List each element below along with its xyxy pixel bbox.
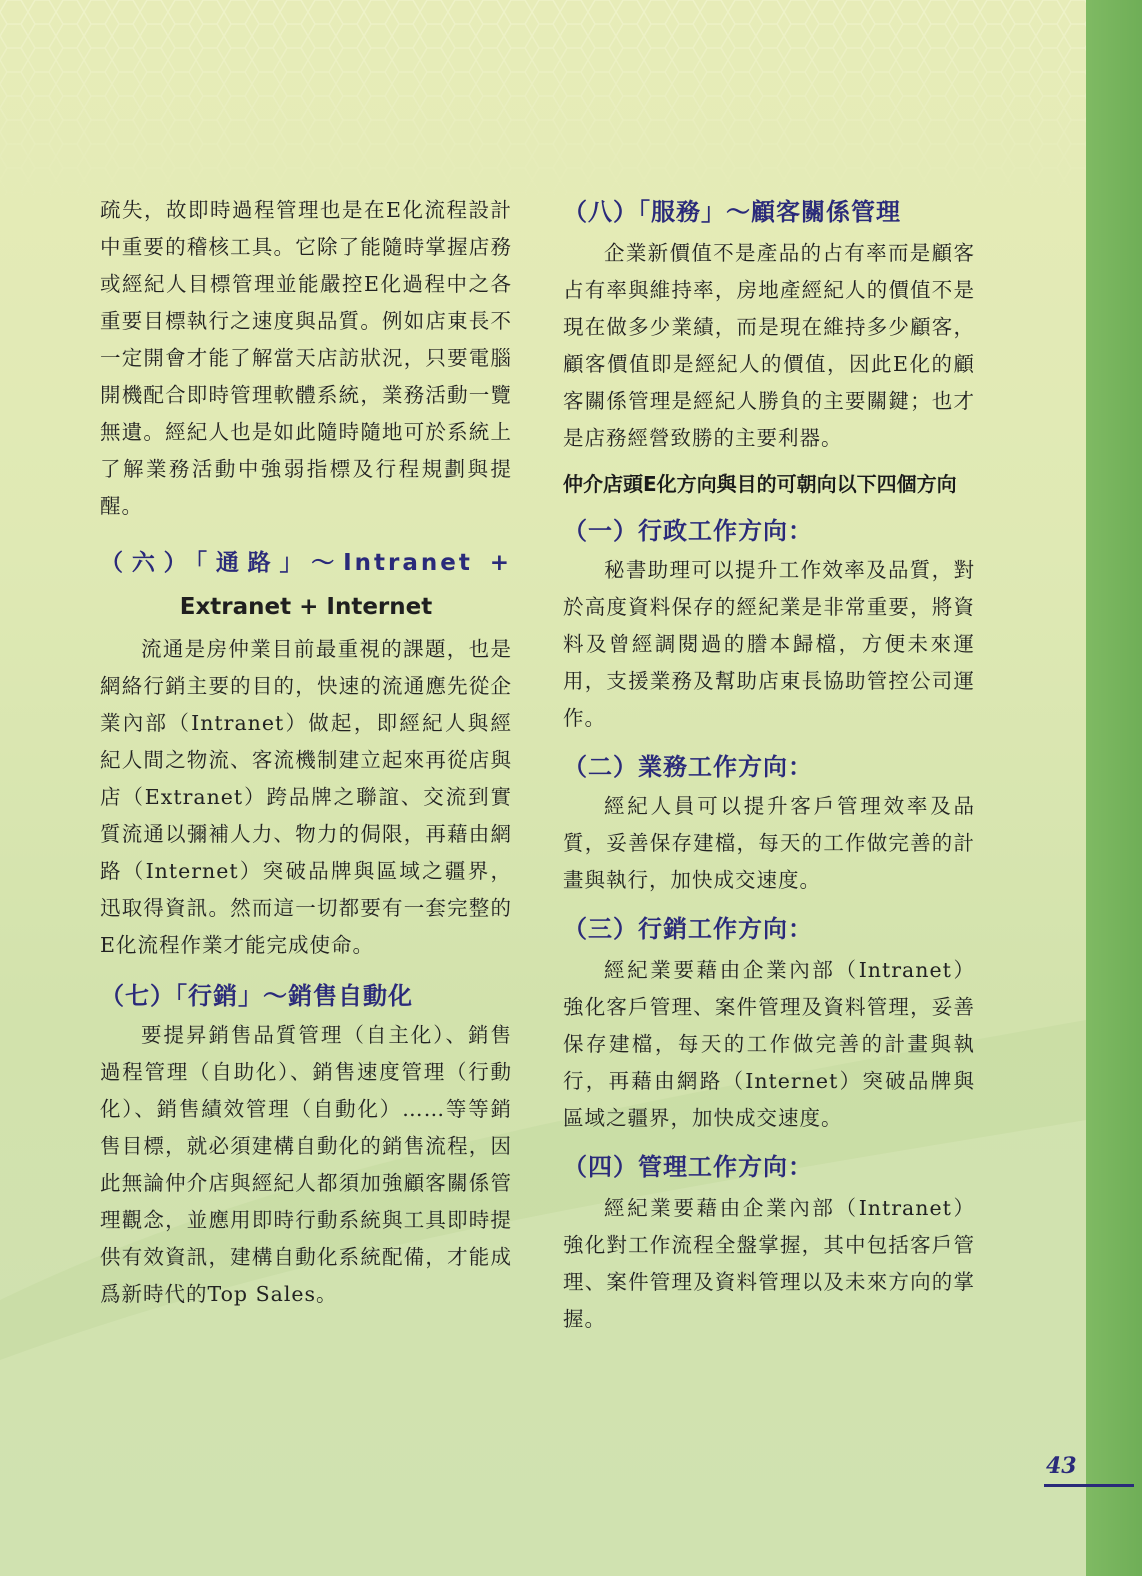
section-six-heading-line2: Extranet + Internet — [179, 594, 433, 620]
section-seven-paragraph: 要提昇銷售品質管理（自主化）、銷售過程管理（自助化）、銷售速度管理（行動化）、銷售績效管理（自動化）……等等銷售目標，就必須建構自動化的銷售流程，因此無論仲介店與經紀人都須加強顧客關係管理觀念，並應用即時行動系統與工具即時提供有效資訊，建構自動化系統配備，才能成爲新時代的Top Sales。 — [100, 1023, 512, 1306]
page-number: 43 — [1046, 1453, 1077, 1479]
left-column — [100, 192, 512, 1313]
direction-two-paragraph: 經紀人員可以提升客戶管理效率及品質，妥善保存建檔，每天的工作做完善的計畫與執行，加快成交速度。 — [563, 794, 975, 892]
section-seven-heading: （七）「行銷」～銷售自動化 — [100, 982, 413, 1010]
four-directions-subheading: 仲介店頭E化方向與目的可朝向以下四個方向 — [563, 472, 957, 496]
section-six-heading-line1: （六）「通路」～Intranet + — [100, 550, 512, 576]
section-six-paragraph: 流通是房仲業目前最重視的課題，也是網絡行銷主要的目的，快速的流通應先從企業內部（Intranet）做起，即經紀人與經紀人間之物流、客流機制建立起來再從店與店（Extranet）跨品牌之聯誼、交流到實質流通以彌補人力、物力的侷限，再藉由網路（Internet）突破品牌與區域之疆界，迅取得資訊。然而這一切都要有一套完整的E化流程作業才能完成使命。 — [100, 637, 512, 957]
section-eight-paragraph: 企業新價值不是產品的占有率而是顧客占有率與維持率，房地產經紀人的價值不是現在做多少業績，而是現在維持多少顧客，顧客價值即是經紀人的價值，因此E化的顧客關係管理是經紀人勝負的主要關鍵；也才是店務經營致勝的主要利器。 — [563, 241, 975, 450]
direction-four-heading: （四）管理工作方向： — [563, 1153, 813, 1181]
direction-three-paragraph: 經紀業要藉由企業內部（Intranet）強化客戶管理、案件管理及資料管理，妥善保存建檔，每天的工作做完善的計畫與執行，再藉由網路（Internet）突破品牌與區域之疆界，加快成交速度。 — [563, 958, 975, 1130]
right-column — [563, 192, 975, 1338]
page-number-rule — [1044, 1484, 1134, 1487]
side-color-bar — [1086, 0, 1142, 1576]
direction-four-paragraph: 經紀業要藉由企業內部（Intranet）強化對工作流程全盤掌握，其中包括客戶管理、案件管理及資料管理以及未來方向的掌握。 — [563, 1196, 975, 1331]
section-six-heading — [100, 541, 512, 629]
intro-paragraph: 疏失，故即時過程管理也是在E化流程設計中重要的稽核工具。它除了能隨時掌握店務或經紀人目標管理並能嚴控E化過程中之各重要目標執行之速度與品質。例如店東長不一定開會才能了解當天店訪狀況，只要電腦開機配合即時管理軟體系統，業務活動一覽無遺。經紀人也是如此隨時隨地可於系統上了解業務活動中強弱指標及行程規劃與提醒。 — [100, 198, 512, 518]
section-eight-heading: （八）「服務」～顧客關係管理 — [563, 198, 901, 226]
direction-one-paragraph: 秘書助理可以提升工作效率及品質，對於高度資料保存的經紀業是非常重要，將資料及曾經調閱過的謄本歸檔，方便未來運用，支援業務及幫助店東長協助管控公司運作。 — [563, 558, 975, 730]
direction-one-heading: （一）行政工作方向： — [563, 517, 813, 545]
direction-two-heading: （二）業務工作方向： — [563, 753, 813, 781]
direction-three-heading: （三）行銷工作方向： — [563, 915, 813, 943]
